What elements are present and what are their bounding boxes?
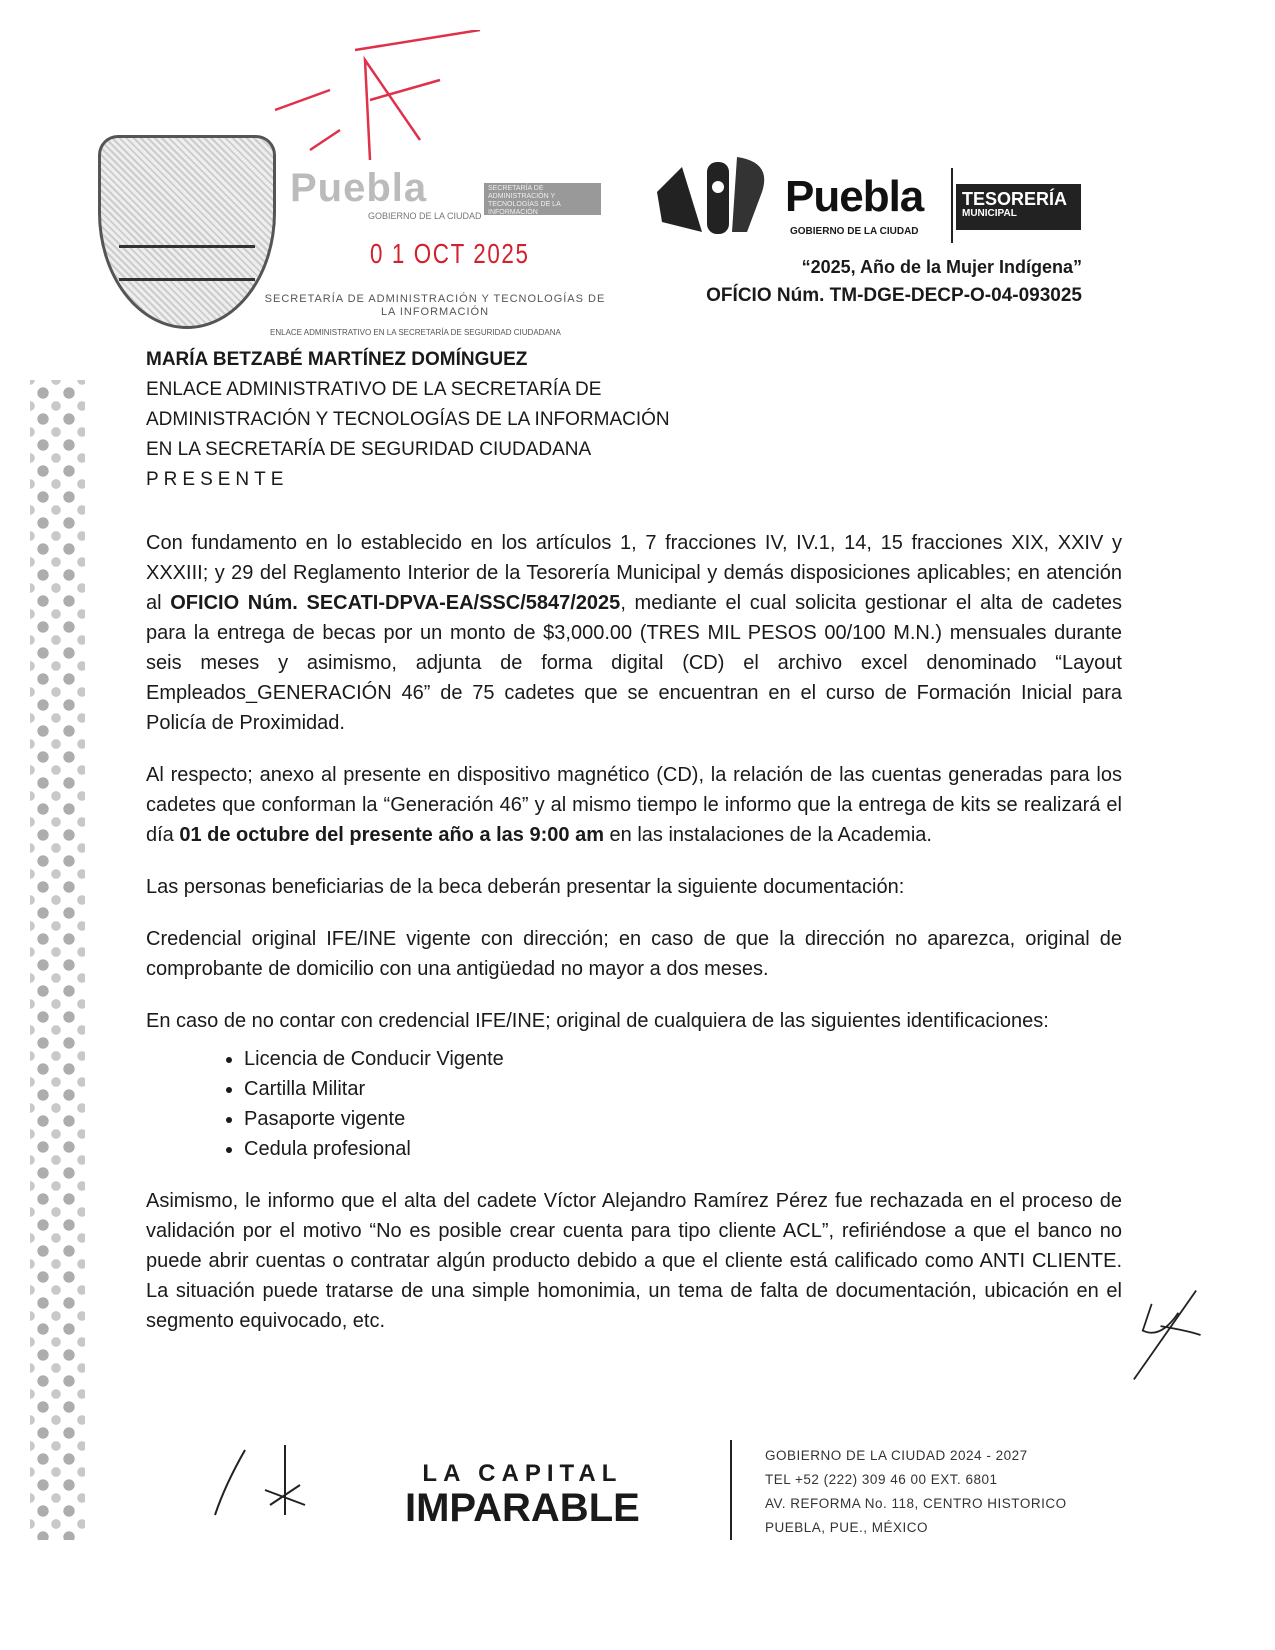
decorative-border xyxy=(30,380,85,1540)
list-item: • Pasaporte vigente xyxy=(244,1104,1122,1134)
stamp-enlace: ENLACE ADMINISTRATIVO EN LA SECRETARÍA DE SEGURIDAD CIUDADANA xyxy=(270,328,561,337)
puebla-city-emblem xyxy=(652,152,782,238)
slogan-line-2: IMPARABLE xyxy=(405,1486,640,1530)
id-list xyxy=(146,1044,1122,1164)
dept-sub: MUNICIPAL xyxy=(962,208,1017,219)
text: en las instalaciones de la Academia. xyxy=(603,824,932,846)
stamp-puebla-logo: Puebla xyxy=(290,166,428,210)
received-date-stamp: 0 1 OCT 2025 xyxy=(370,238,530,269)
oficio-number: OFÍCIO Núm. TM-DGE-DECP-O-04-093025 xyxy=(706,285,1082,306)
footer-divider xyxy=(730,1440,732,1540)
presente: PRESENTE xyxy=(146,469,289,490)
stamp-dept-box: SECRETARÍA DE ADMINISTRACIÓN Y TECNOLOGÍAS DE LA INFORMACIÓN xyxy=(484,183,601,215)
paragraph-6: Asimismo, le informo que el alta del cadete Víctor Alejandro Ramírez Pérez fue rechazada en el proceso de validación por el motivo “No es posible crear cuenta para tipo cliente ACL”, refiriéndose a que el banco no puede abrir cuentas o contratar algún producto debido a que el cliente está calificado como ANTI CLIENTE. La situación puede tratarse de una simple homonimia, un tema de falta de documentación, ubicación en el segmento equivocado, etc. xyxy=(146,1190,1122,1332)
year-motto: “2025, Año de la Mujer Indígena” xyxy=(801,257,1082,277)
logo-subtitle: GOBIERNO DE LA CIUDAD xyxy=(790,226,919,237)
paragraph-1 xyxy=(146,528,1122,738)
list-item: • Cedula profesional xyxy=(244,1134,1122,1164)
tesoreria-badge xyxy=(956,184,1081,230)
red-handwritten-mark xyxy=(270,30,490,180)
text: , mediante el cual solicita gestionar el alta de cadetes para la entrega de becas por un monto de $3,000.00 (TRES MIL PESOS 00/100 M.N.) mensuales durante seis meses y asimismo, adjunta de forma digital (CD) el archivo excel denominado “Layout Empleados_GENERACIÓN 46” de 75 cadetes que se encuentran en el curso de Formación Inicial para Policía de Proximidad. xyxy=(146,592,1122,734)
slogan-line-1: LA CAPITAL xyxy=(422,1460,623,1487)
footer-contact xyxy=(765,1444,1067,1540)
list-item: • Cartilla Militar xyxy=(244,1074,1122,1104)
letter-body xyxy=(146,528,1122,1358)
footer-line: PUEBLA, PUE., MÉXICO xyxy=(765,1520,929,1535)
handwritten-initials xyxy=(205,1445,315,1525)
paragraph-4: Credencial original IFE/INE vigente con dirección; en caso de que la dirección no aparezca, original de comprobante de domicilio con una antigüedad no mayor a dos meses. xyxy=(146,928,1122,980)
handwritten-signature xyxy=(1125,1280,1205,1390)
la-capital-imparable-logo xyxy=(405,1460,640,1528)
dept-name: TESORERÍA xyxy=(962,189,1068,209)
delivery-date: 01 de octubre del presente año a las 9:00 am xyxy=(179,824,604,846)
footer-line: TEL +52 (222) 309 46 00 EXT. 6801 xyxy=(765,1472,998,1487)
police-shield-seal xyxy=(98,135,276,329)
footer-line: GOBIERNO DE LA CIUDAD 2024 - 2027 xyxy=(765,1448,1028,1463)
stamp-logo-sub: GOBIERNO DE LA CIUDAD xyxy=(368,211,482,221)
text: Al respecto; anexo al presente en dispositivo magnético (CD), la relación de las cuentas generadas para los cadetes que conforman la “Generación 46” y al mismo tiempo le informo que la entrega de kits se realizará el día xyxy=(146,764,1122,846)
stamp-secretaria: SECRETARÍA DE ADMINISTRACIÓN Y TECNOLOGÍAS DE LA INFORMACIÓN xyxy=(264,293,606,318)
addressee-line: ENLACE ADMINISTRATIVO DE LA SECRETARÍA DE xyxy=(146,379,602,400)
paragraph-5: En caso de no contar con credencial IFE/INE; original de cualquiera de las siguientes identificaciones: xyxy=(146,1010,1049,1032)
referenced-oficio: OFICIO Núm. SECATI-DPVA-EA/SSC/5847/2025 xyxy=(170,592,621,614)
text: Con fundamento en lo establecido en los artículos 1, 7 fracciones IV, IV.1, 14, 15 fracciones XIX, XXIV y XXXIII; y 29 del Reglamento Interior de la Tesorería Municipal y demás disposiciones aplicables; en atención al xyxy=(146,532,1122,614)
puebla-logo: Puebla xyxy=(785,172,924,221)
addressee-block xyxy=(146,345,670,495)
divider xyxy=(951,168,953,243)
footer-line: AV. REFORMA No. 118, CENTRO HISTORICO xyxy=(765,1496,1067,1511)
addressee-line: EN LA SECRETARÍA DE SEGURIDAD CIUDADANA xyxy=(146,439,592,460)
list-item: • Licencia de Conducir Vigente xyxy=(244,1044,1122,1074)
paragraph-3: Las personas beneficiarias de la beca deberán presentar la siguiente documentación: xyxy=(146,876,905,898)
addressee-line: ADMINISTRACIÓN Y TECNOLOGÍAS DE LA INFORMACIÓN xyxy=(146,409,670,430)
paragraph-2 xyxy=(146,760,1122,850)
addressee-name: MARÍA BETZABÉ MARTÍNEZ DOMÍNGUEZ xyxy=(146,349,528,370)
